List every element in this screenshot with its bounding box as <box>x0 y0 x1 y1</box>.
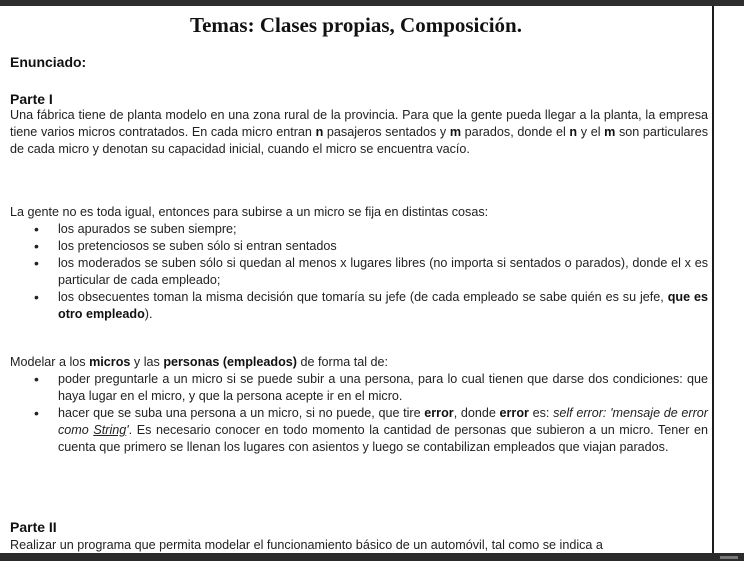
parte-1-heading: Parte I <box>10 91 53 107</box>
people-types-list <box>10 221 708 323</box>
document-page <box>0 6 712 561</box>
list-item: • hacer que se suba una persona a un micro, si no puede, que tire error, donde error es: self error: 'mensaje de error como String'. Es necesario conocer en todo momento la cantidad de personas que subieron a un micro. Tener en cuenta que primero se llenan los lugares con asientos y luego se contabilizan empleados que viajan parados. <box>10 405 708 456</box>
page-border <box>712 6 714 561</box>
parte-2-heading: Parte II <box>10 519 57 535</box>
parte-1-paragraph-1: Una fábrica tiene de planta modelo en una zona rural de la provincia. Para que la gente pueda llegar a la planta, la empresa tiene varios micros contratados. En cada micro entran n pasajeros sentados y m parados, donde el n y el m son particulares de cada micro y denotan su capacidad inicial, cuando el micro se encuentra vacío. <box>10 108 708 156</box>
requirements-list <box>10 371 708 456</box>
parte-1-paragraph-2: La gente no es toda igual, entonces para subirse a un micro se fija en distintas cosas: <box>10 205 489 219</box>
parte-1-paragraph-3: Modelar a los micros y las personas (empleados) de forma tal de: <box>10 355 389 369</box>
list-item: • los pretenciosos se suben sólo si entran sentados <box>10 238 708 255</box>
bottom-scrollbar[interactable] <box>0 553 744 561</box>
enunciado-heading: Enunciado: <box>10 54 87 70</box>
parte-2-paragraph-1: Realizar un programa que permita modelar el funcionamiento básico de un automóvil, tal como se indica a <box>10 538 603 552</box>
document-title: Temas: Clases propias, Composición. <box>190 13 522 37</box>
list-item: • poder preguntarle a un micro si se puede subir a una persona, para lo cual tienen que darse dos condiciones: que haya lugar en el micro, y que la persona acepte ir en el micro. <box>10 371 708 405</box>
right-margin-panel <box>712 6 744 561</box>
list-item: • los obsecuentes toman la misma decisión que tomaría su jefe (de cada empleado se sabe quién es su jefe, que es otro empleado). <box>10 289 708 323</box>
scrollbar-thumb[interactable] <box>720 556 738 559</box>
list-item: • los apurados se suben siempre; <box>10 221 708 238</box>
list-item: • los moderados se suben sólo si quedan al menos x lugares libres (no importa si sentados o parados), donde el x es particular de cada empleado; <box>10 255 708 289</box>
